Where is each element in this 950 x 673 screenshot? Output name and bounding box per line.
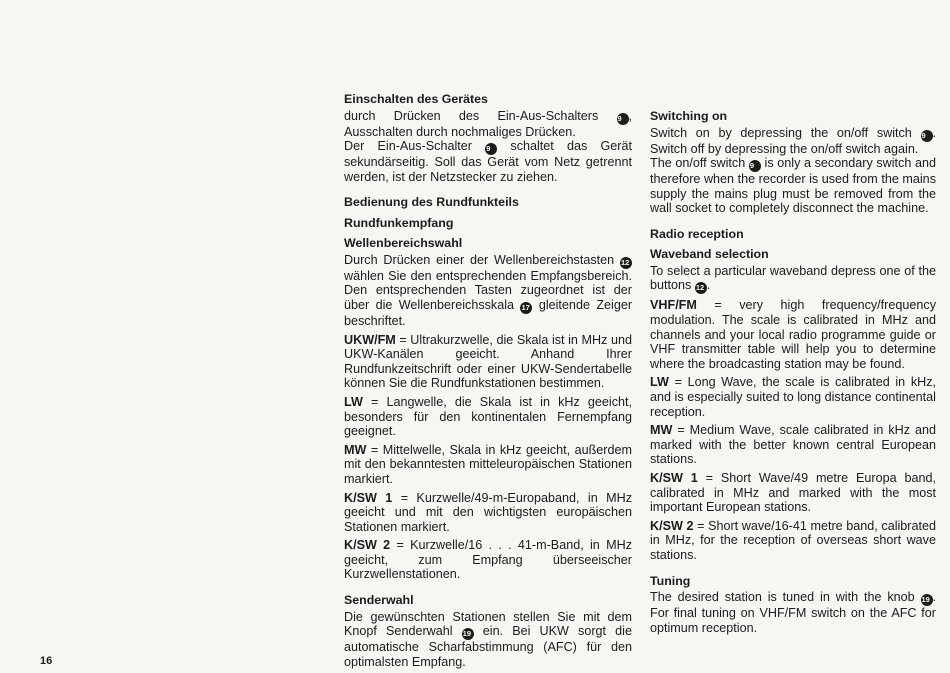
de-switch-p1-a: durch Drücken des Ein-Aus-Schalters [344, 108, 599, 123]
en-waveband-paragraph [650, 264, 936, 295]
ref-waveband-scale-icon: 17 [520, 302, 532, 314]
en-ksw1-term: K/SW 1 [650, 471, 698, 485]
en-tuning-p-a: The desired station is tuned in with the knob [650, 590, 915, 605]
de-ukw-term: UKW/FM [344, 332, 396, 347]
en-vhf-entry [650, 298, 936, 371]
ref-tuning-knob-icon: 19 [921, 594, 933, 606]
ref-on-off-icon: 9 [921, 130, 933, 142]
de-switch-p2-b: schaltet das Gerät sekundärseitig. Soll das Gerät vom Netz getrennt werden, ist der Netzstecker zu ziehen. [344, 139, 632, 184]
en-lw-text: = Long Wave, the scale is calibrated in kHz, and is especially suited to long distance continental reception. [650, 375, 937, 419]
en-tuning-p-b: . For final tuning on VHF/FM switch on the AFC for optimum reception. [650, 590, 937, 635]
ref-waveband-buttons-icon: 12 [695, 282, 707, 294]
de-waveband-p-c: gleitende Zeiger beschriftet. [344, 297, 633, 328]
en-tuning-heading: Tuning [650, 573, 691, 588]
de-radio-op-heading: Bedienung des Rundfunkteils [344, 195, 519, 210]
en-switch-p2-a: The on/off switch [650, 156, 746, 171]
en-lw-term: LW [650, 375, 669, 390]
ref-on-off-icon: 9 [749, 160, 761, 172]
de-tuning-p-a: Die gewünschten Stationen stellen Sie mit dem Knopf Senderwahl [344, 609, 632, 639]
page-number: 16 [40, 655, 53, 667]
en-lw-entry [650, 375, 936, 419]
de-ksw2-text: = Kurzwelle/16 . . . 41-m-Band, in MHz geeicht, zum Empfang überseeischer Kurzwellenstationen. [344, 538, 632, 582]
de-mw-text: = Mittelwelle, Skala in kHz geeicht, außerdem mit den bekanntesten mitteleuropäischen Stationen markiert. [344, 442, 632, 486]
en-ksw2-entry [650, 519, 936, 563]
ref-on-off-icon: 9 [485, 143, 497, 155]
de-mw-term: MW [344, 442, 367, 457]
de-switch-heading: Einschalten des Gerätes [344, 92, 488, 106]
de-ksw2-entry [344, 538, 632, 582]
en-switch-heading: Switching on [650, 109, 728, 123]
german-column [344, 92, 632, 673]
de-ukw-entry [344, 333, 632, 391]
ref-waveband-buttons-icon: 12 [620, 257, 632, 269]
english-column [650, 109, 936, 639]
de-radio-reception-heading: Rundfunkempfang [344, 215, 454, 230]
ref-on-off-icon: 9 [617, 113, 629, 125]
de-ksw2-term: K/SW 2 [344, 538, 391, 553]
en-switch-p1-b: . Switch off by depressing the on/off switch again. [650, 125, 936, 156]
en-ksw1-text: = Short Wave/49 metre Europa band, calibrated in MHz and marked with the most important European stations. [650, 471, 937, 515]
en-ksw1-entry [650, 471, 936, 515]
de-ksw1-term: K/SW 1 [344, 490, 393, 505]
de-tuning-paragraph [344, 610, 632, 670]
de-switch-paragraph-1 [344, 109, 632, 140]
de-lw-text: = Langwelle, die Skala ist in kHz geeicht, besonders für den kontinentalen Fernempfang geeignet. [344, 394, 632, 439]
de-switch-paragraph-2 [344, 139, 632, 184]
ref-tuning-knob-icon: 19 [462, 628, 474, 640]
en-waveband-heading: Waveband selection [650, 247, 769, 262]
en-ksw2-text: = Short wave/16-41 metre band, calibrated in MHz, for the reception of overseas short wave stations. [650, 518, 937, 562]
de-ksw1-text: = Kurzwelle/49-m-Europaband, in MHz geeicht und mit den wichtigsten europäischen Stationen markiert. [344, 490, 633, 534]
de-tuning-heading: Senderwahl [344, 593, 414, 608]
de-switch-p1-b: , Ausschalten durch nochmaliges Drücken. [344, 108, 632, 139]
en-waveband-p-b: . [706, 278, 711, 293]
de-ksw1-entry [344, 491, 632, 535]
de-mw-entry [344, 443, 632, 487]
en-vhf-text: = very high frequency/frequency modulation. The scale is calibrated in MHz and channels and your local radio programme guide or VHF transmitter table will help you to determine where the broadcasting station may be found. [650, 298, 936, 371]
en-waveband-p-a: To select a particular waveband depress one of the buttons [650, 263, 936, 293]
de-switch-p2-a: Der Ein-Aus-Schalter [344, 139, 472, 154]
de-waveband-heading: Wellenbereichswahl [344, 236, 463, 251]
en-switch-paragraph-2 [650, 156, 936, 216]
en-ksw2-term: K/SW 2 [650, 518, 694, 533]
en-switch-p2-b: is only a secondary switch and therefore when the recorder is used from the mains supply the mains plug must be removed from the wall socket to completely disconnect the machine. [650, 156, 937, 216]
de-lw-entry [344, 395, 632, 439]
de-ukw-text: = Ultrakurzwelle, die Skala ist in MHz und UKW-Kanälen geeicht. Anhand Ihrer Rundfunkzeitschrift oder einer UKW-Sendertabelle können Sie die Rundfunkstationen bestimmen. [344, 332, 632, 391]
de-waveband-p-b: wählen Sie den entsprechenden Empfangsbereich. Den entsprechenden Tasten zugeordnet ist der über die Wellenbereichsskala [344, 268, 632, 312]
en-mw-text: = Medium Wave, scale calibrated in kHz and marked with the better known central European stations. [650, 423, 936, 467]
de-tuning-p-b: ein. Bei UKW sorgt die automatische Scharfabstimmung (AFC) für den optimalsten Empfang. [344, 624, 632, 669]
en-mw-term: MW [650, 423, 673, 438]
de-waveband-paragraph [344, 253, 632, 329]
en-vhf-term: VHF/FM [650, 298, 697, 313]
en-switch-paragraph-1 [650, 126, 936, 157]
en-mw-entry [650, 423, 936, 467]
en-switch-p1-a: Switch on by depressing the on/off switch [650, 125, 912, 140]
en-radio-heading: Radio reception [650, 226, 744, 241]
de-waveband-p-a: Durch Drücken einer der Wellenbereichstasten [344, 252, 615, 267]
en-tuning-paragraph [650, 590, 936, 635]
de-lw-term: LW [344, 394, 363, 409]
